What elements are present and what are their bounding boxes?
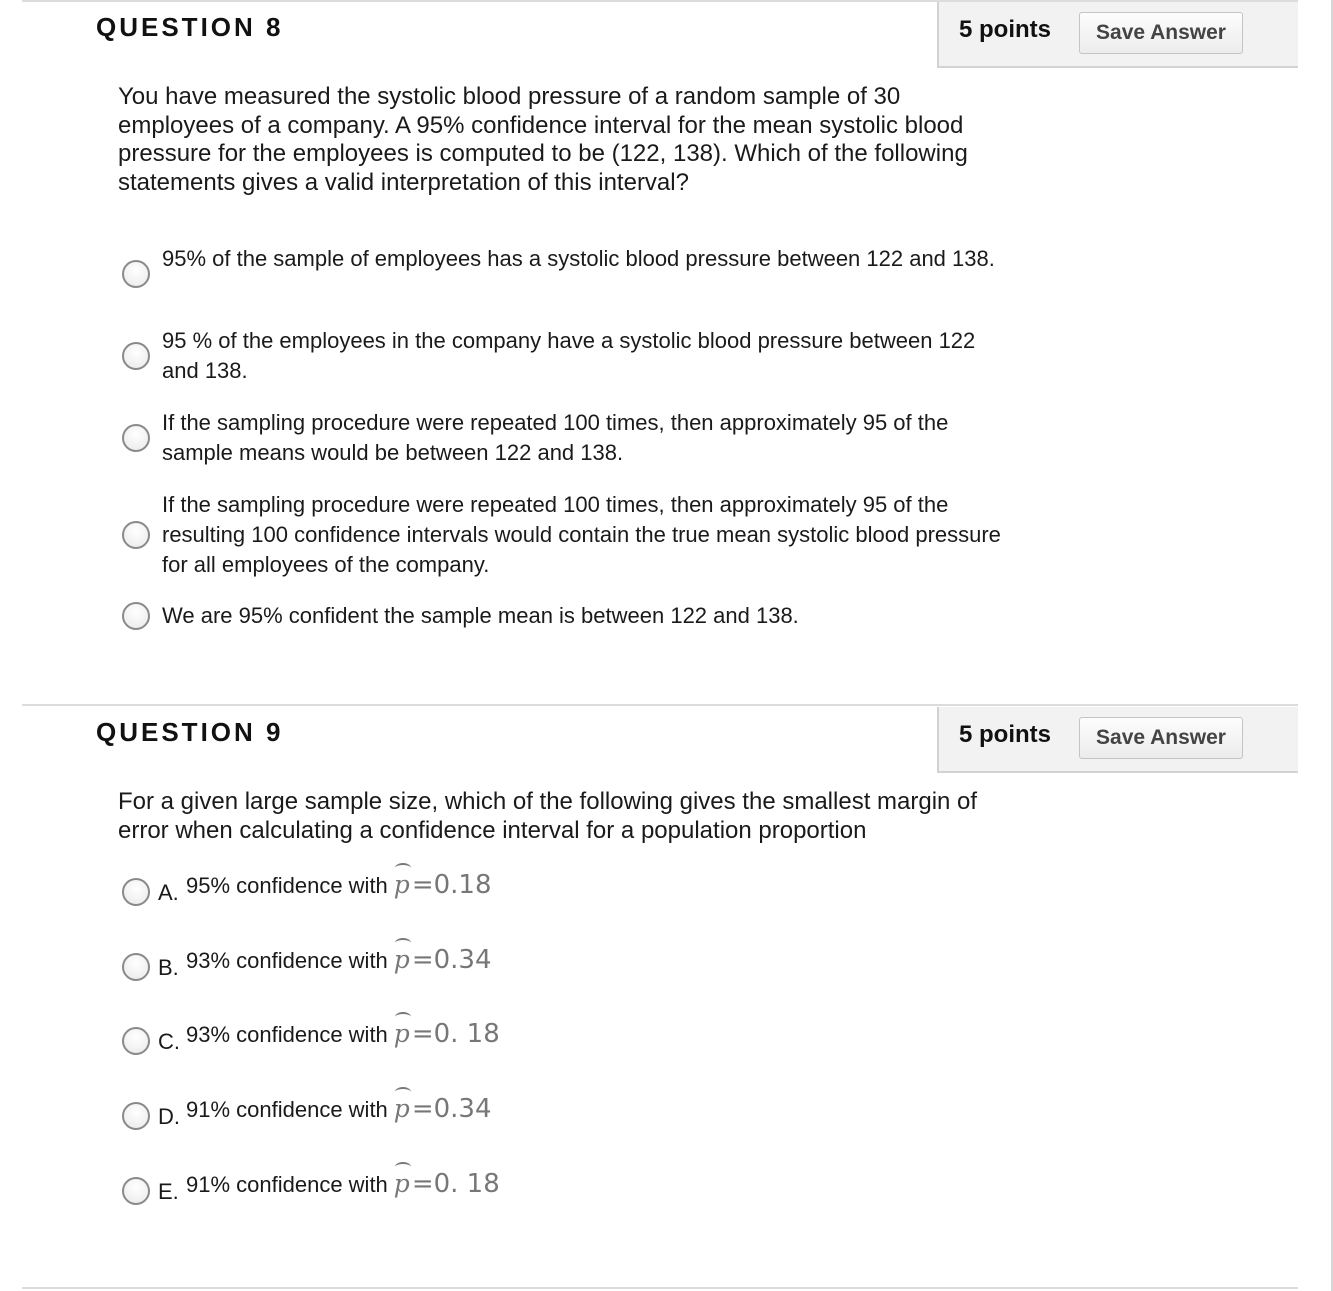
p-hat-symbol: p xyxy=(393,870,410,899)
option-label xyxy=(186,870,492,900)
question-8-title: QUESTION 8 xyxy=(96,12,284,42)
question-9-header-panel xyxy=(937,707,1298,773)
question-8-save-answer-button[interactable]: Save Answer xyxy=(1079,12,1243,54)
question-9-save-answer-button[interactable]: Save Answer xyxy=(1079,717,1243,759)
bottom-divider xyxy=(22,1287,1298,1289)
option-value: =0.18 xyxy=(411,870,492,900)
option-text: 93% confidence with xyxy=(186,948,388,973)
p-hat-symbol: p xyxy=(393,1094,410,1123)
option-text: 91% confidence with xyxy=(186,1097,388,1122)
option-letter: D. xyxy=(158,1104,180,1129)
option-text: 91% confidence with xyxy=(186,1172,388,1197)
option-label xyxy=(186,1094,492,1124)
option-radio[interactable] xyxy=(122,1102,150,1130)
question-8-prompt: You have measured the systolic blood pressure of a random sample of 30 employees of a company. A 95% confidence interval for the mean systolic blood pressure for the employees is computed to be (122, 138). Which of the following statements gives a valid interpretation of this interval? xyxy=(118,83,968,196)
option-value: =0.34 xyxy=(411,1094,492,1124)
p-hat-symbol: p xyxy=(393,945,410,974)
option-radio[interactable] xyxy=(122,521,150,549)
option-label: 95 % of the employees in the company have a systolic blood pressure between 122 and 138. xyxy=(162,328,976,383)
option-value: =0.34 xyxy=(411,945,492,975)
option-radio[interactable] xyxy=(122,260,150,288)
option-letter: A. xyxy=(158,880,179,905)
option-radio[interactable] xyxy=(122,342,150,370)
option-label xyxy=(186,1169,500,1199)
option-radio[interactable] xyxy=(122,953,150,981)
question-divider xyxy=(22,704,1298,706)
option-radio[interactable] xyxy=(122,1177,150,1205)
option-label: If the sampling procedure were repeated 100 times, then approximately 95 of the resulting 100 confidence intervals would contain the true mean systolic blood pressure for all employees of the company. xyxy=(162,492,1001,577)
option-value: =0. 18 xyxy=(411,1019,500,1049)
option-label: If the sampling procedure were repeated 100 times, then approximately 95 of the sample means would be between 122 and 138. xyxy=(162,410,949,465)
question-9-points: 5 points xyxy=(959,721,1052,748)
option-letter: C. xyxy=(158,1029,180,1054)
question-8-header-panel xyxy=(937,2,1298,68)
p-hat-symbol: p xyxy=(393,1169,410,1198)
option-text: 95% confidence with xyxy=(186,873,388,898)
option-letter: B. xyxy=(158,955,179,980)
option-label: We are 95% confident the sample mean is between 122 and 138. xyxy=(162,603,799,628)
option-label xyxy=(186,1019,500,1049)
p-hat-symbol: p xyxy=(393,1019,410,1048)
option-label xyxy=(186,945,492,975)
option-radio[interactable] xyxy=(122,424,150,452)
option-radio[interactable] xyxy=(122,602,150,630)
option-text: 93% confidence with xyxy=(186,1022,388,1047)
question-8-points: 5 points xyxy=(959,16,1052,43)
question-9-title: QUESTION 9 xyxy=(96,717,284,747)
option-value: =0. 18 xyxy=(411,1169,500,1199)
question-9-prompt: For a given large sample size, which of the following gives the smallest margin of error when calculating a confidence interval for a population proportion xyxy=(118,788,978,844)
option-radio[interactable] xyxy=(122,1027,150,1055)
option-label: 95% of the sample of employees has a systolic blood pressure between 122 and 138. xyxy=(162,246,995,271)
option-letter: E. xyxy=(158,1179,179,1204)
option-radio[interactable] xyxy=(122,878,150,906)
